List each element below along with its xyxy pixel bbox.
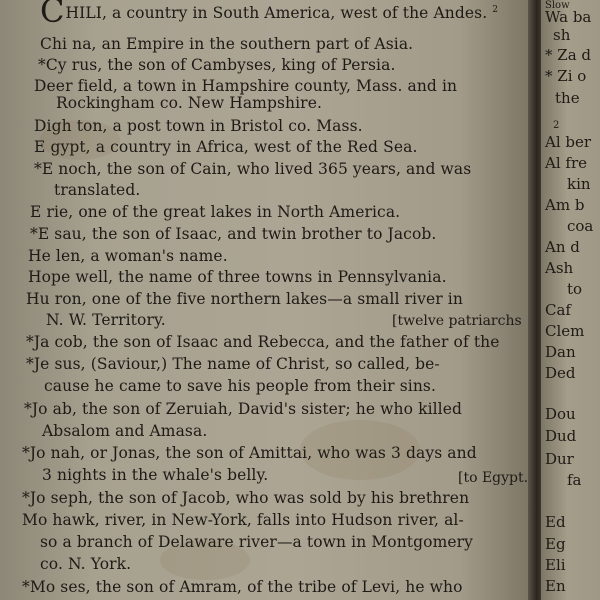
- entry-mohawk-cont: [40, 533, 473, 551]
- entry-text: *E sau, the son of Isaac, and twin brother to Jacob.: [30, 225, 437, 243]
- right-line: Al ber: [545, 133, 592, 151]
- entry-joab-cont: [42, 422, 207, 440]
- entry-esau: [30, 225, 436, 243]
- side-note-patriarchs: [392, 313, 522, 329]
- entry-jesus-cont: [44, 377, 436, 395]
- right-line: Dan: [545, 343, 576, 361]
- entry-joab: [24, 400, 462, 418]
- right-line: Slow: [545, 0, 570, 11]
- entry-text: *Mo ses, the son of Amram, of the tribe of Levi, he who: [22, 578, 463, 596]
- entry-jesus: [26, 355, 440, 373]
- entry-moses: [22, 578, 463, 596]
- entry-text: Deer field, a town in Hampshire county, Mass. and in: [34, 77, 458, 95]
- note-text: [to Egypt.: [458, 470, 529, 486]
- entry-jacob: [26, 333, 500, 351]
- entry-text: N. W. Territory.: [46, 311, 166, 329]
- entry-egypt: [34, 138, 417, 156]
- entry-text: Rockingham co. New Hampshire.: [56, 94, 322, 112]
- entry-deerfield-cont: [56, 94, 322, 112]
- right-line: An d: [545, 238, 580, 256]
- entry-text: 3 nights in the whale's belly.: [42, 466, 269, 484]
- entry-jonah: [22, 444, 477, 462]
- right-line: * Zi o: [545, 67, 587, 85]
- entry-hopewell: [28, 268, 447, 286]
- entry-text: *Jo seph, the son of Jacob, who was sold by his brethren: [22, 489, 470, 507]
- entry-china: [40, 35, 413, 53]
- right-line: Ed: [545, 513, 566, 531]
- entry-text: translated.: [54, 181, 141, 199]
- entry-huron: [26, 290, 463, 308]
- right-line: En: [545, 577, 566, 595]
- side-note-egypt: [458, 470, 528, 486]
- entry-enoch-cont: [54, 181, 140, 199]
- entry-text: *Jo ab, the son of Zeruiah, David's sister; he who killed: [24, 400, 463, 418]
- entry-joseph: [22, 489, 469, 507]
- right-line: coa: [567, 217, 594, 235]
- right-line: Wa ba: [545, 8, 592, 26]
- entry-text: so a branch of Delaware river—a town in Montgomery: [40, 533, 474, 551]
- entry-text: *Cy rus, the son of Cambyses, king of Persia.: [38, 56, 396, 74]
- entry-dighton: [34, 117, 363, 135]
- entry-cyrus: [38, 56, 395, 74]
- right-line: Dou: [545, 405, 576, 423]
- entry-text: He len, a woman's name.: [28, 247, 228, 265]
- entry-chili: [40, 0, 499, 30]
- entry-text: Absalom and Amasa.: [42, 422, 208, 440]
- entry-text: Chi na, an Empire in the southern part of Asia.: [40, 35, 414, 53]
- right-line: fa: [567, 471, 582, 489]
- entry-text: co. N. York.: [40, 555, 132, 573]
- entry-mohawk: [22, 511, 464, 529]
- entry-huron-cont: [46, 311, 166, 329]
- right-line: sh: [553, 26, 571, 44]
- right-line: Ded: [545, 364, 576, 382]
- entry-jonah-cont: [42, 466, 268, 484]
- entry-text: CHILI, a country in South America, west of the Andes.: [40, 4, 487, 22]
- right-line: kin: [567, 175, 591, 193]
- right-line: Am b: [545, 196, 585, 214]
- right-line: Eli: [545, 556, 566, 574]
- entry-enoch: [34, 160, 471, 178]
- entry-text: Hope well, the name of three towns in Pennsylvania.: [28, 268, 447, 286]
- entry-text: E gypt, a country in Africa, west of the Red Sea.: [34, 138, 418, 156]
- right-line: Dur: [545, 450, 574, 468]
- right-line: Ash: [545, 259, 574, 277]
- right-line: Caf: [545, 301, 571, 319]
- right-line: Eg: [545, 535, 566, 553]
- right-line: Al fre: [545, 154, 587, 172]
- right-page: [541, 0, 600, 600]
- right-line: Clem: [545, 322, 585, 340]
- entry-text: *E noch, the son of Cain, who lived 365 years, and was: [34, 160, 472, 178]
- right-line: Dud: [545, 427, 577, 445]
- drop-capital: C: [40, 0, 66, 30]
- entry-mohawk-cont2: [40, 555, 131, 573]
- entry-erie: [30, 203, 400, 221]
- entry-text: *Ja cob, the son of Isaac and Rebecca, and the father of the: [26, 333, 500, 351]
- accent-mark: 2: [492, 4, 499, 15]
- entry-text: *Jo nah, or Jonas, the son of Amittai, who was 3 days and: [22, 444, 477, 462]
- entry-text: Mo hawk, river, in New-York, falls into Hudson river, al-: [22, 511, 464, 529]
- note-text: [twelve patriarchs: [392, 313, 522, 329]
- right-line: * Za d: [545, 46, 592, 64]
- entry-deerfield: [34, 77, 457, 95]
- entry-text: E rie, one of the great lakes in North America.: [30, 203, 401, 221]
- entry-text: cause he came to save his people from their sins.: [44, 377, 436, 395]
- right-line: the: [555, 89, 580, 107]
- entry-text: Digh ton, a post town in Bristol co. Mass.: [34, 117, 363, 135]
- entry-text: Hu ron, one of the five northern lakes—a small river in: [26, 290, 463, 308]
- entry-text: *Je sus, (Saviour,) The name of Christ, so called, be-: [26, 355, 440, 373]
- right-line: 2: [553, 120, 560, 131]
- right-line: to: [567, 280, 583, 298]
- entry-helen: [28, 247, 228, 265]
